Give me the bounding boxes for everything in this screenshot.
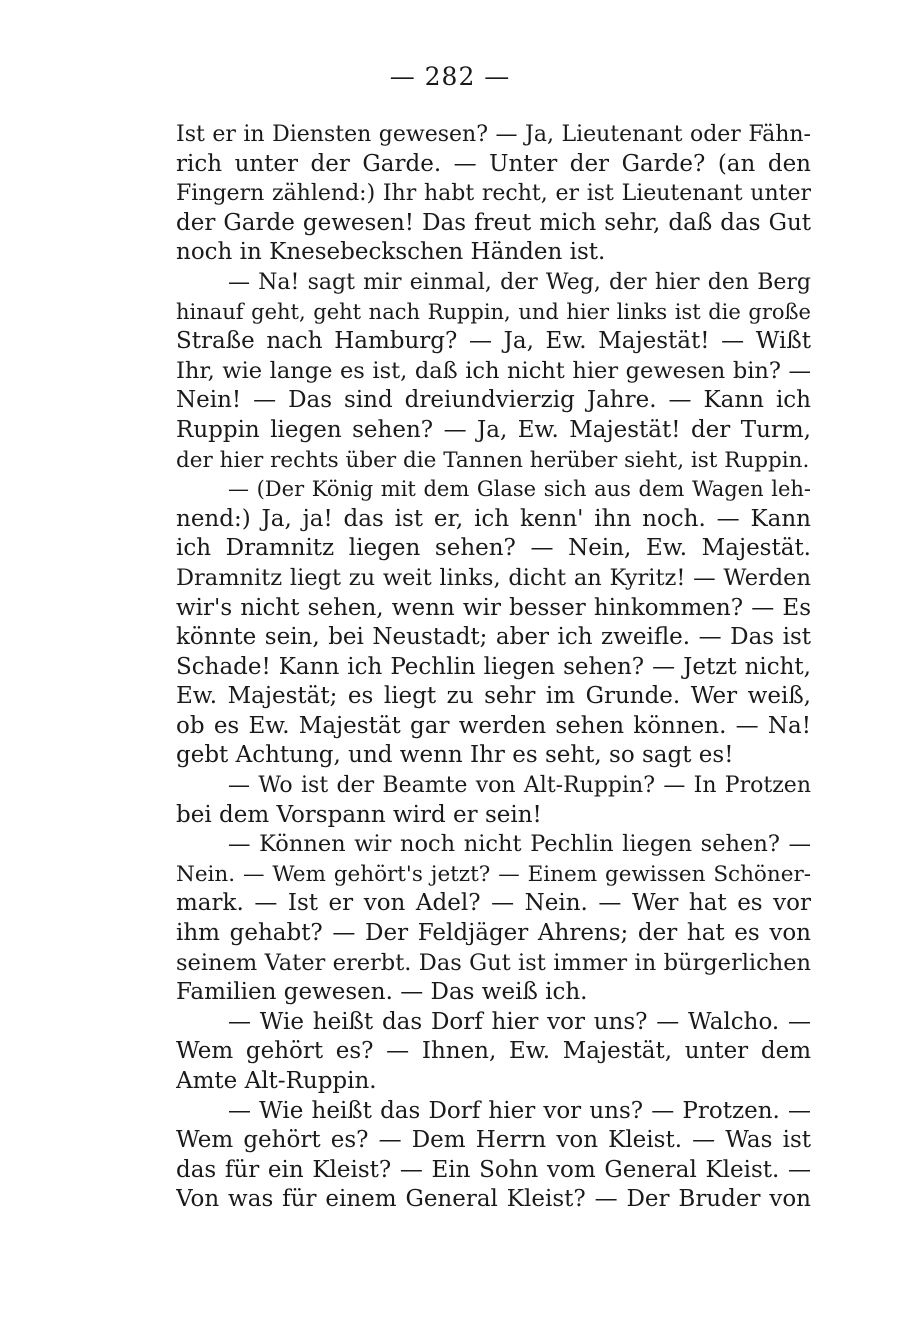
text-line: — Wie heißt das Dorf hier vor uns? — Protzen. —	[228, 1097, 811, 1124]
text-line: — (Der König mit dem Glase sich aus dem Wagen leh-	[228, 477, 811, 502]
text-line: mark. — Ist er von Adel? — Nein. — Wer hat es vor	[176, 890, 811, 917]
page-number: — 282 —	[389, 62, 511, 91]
text-line: Wem gehört es? — Ihnen, Ew. Majestät, unter dem	[176, 1038, 811, 1065]
text-line: Ihr, wie lange es ist, daß ich nicht hier gewesen bin? —	[176, 357, 811, 384]
text-line: Schade! Kann ich Pechlin liegen sehen? — Jetzt nicht,	[176, 653, 811, 680]
text-line: Familien gewesen. — Das weiß ich.	[176, 979, 588, 1006]
text-line: Ist er in Diensten gewesen? — Ja, Lieutenant oder Fähn-	[176, 122, 811, 147]
text-line: — Na! sagt mir einmal, der Weg, der hier den Berg	[228, 269, 811, 295]
body-text	[176, 120, 811, 1215]
text-line: hinauf geht, geht nach Ruppin, und hier links ist die große	[176, 299, 811, 324]
text-line: rich unter der Garde. — Unter der Garde? (an den	[176, 150, 811, 177]
text-line: gebt Achtung, und wenn Ihr es seht, so sagt es!	[176, 742, 734, 769]
text-line: bei dem Vorspann wird er sein!	[176, 801, 542, 828]
text-line: — Können wir noch nicht Pechlin liegen sehen? —	[228, 831, 811, 858]
text-line: könnte sein, bei Neustadt; aber ich zweifle. — Das ist	[176, 624, 811, 651]
text-line: Wem gehört es? — Dem Herrn von Kleist. — Was ist	[176, 1127, 811, 1154]
text-line: ich Dramnitz liegen sehen? — Nein, Ew. Majestät.	[176, 535, 811, 562]
text-line: Nein! — Das sind dreiundvierzig Jahre. — Kann ich	[176, 387, 811, 414]
text-line: der hier rechts über die Tannen herüber sieht, ist Ruppin.	[176, 447, 810, 473]
text-line: Ew. Majestät; es liegt zu sehr im Grunde. Wer weiß,	[176, 683, 811, 710]
text-line: das für ein Kleist? — Ein Sohn vom General Kleist. —	[176, 1156, 811, 1183]
text-line: wir's nicht sehen, wenn wir besser hinkommen? — Es	[176, 594, 811, 621]
text-line: Straße nach Hamburg? — Ja, Ew. Majestät! — Wißt	[176, 328, 811, 355]
text-line: Dramnitz liegt zu weit links, dicht an Kyritz! — Werden	[176, 564, 811, 591]
text-line: nend:) Ja, ja! das ist er, ich kenn' ihn noch. — Kann	[176, 505, 811, 532]
text-line: Nein. — Wem gehört's jetzt? — Einem gewissen Schöner-	[176, 861, 811, 887]
text-line: der Garde gewesen! Das freut mich sehr, daß das Gut	[176, 209, 811, 236]
text-line: ihm gehabt? — Der Feldjäger Ahrens; der hat es von	[176, 920, 811, 947]
text-line: noch in Knesebeckschen Händen ist.	[176, 239, 606, 266]
text-line: Von was für einem General Kleist? — Der Bruder von	[176, 1186, 811, 1213]
text-line: — Wo ist der Beamte von Alt-Ruppin? — In Protzen	[228, 773, 811, 799]
text-line: ob es Ew. Majestät gar werden sehen können. — Na!	[176, 712, 811, 739]
text-line: Amte Alt-Ruppin.	[176, 1068, 377, 1094]
text-line: Ruppin liegen sehen? — Ja, Ew. Majestät! der Turm,	[176, 416, 811, 443]
text-line: seinem Vater ererbt. Das Gut ist immer in bürgerlichen	[176, 949, 811, 976]
text-line: Fingern zählend:) Ihr habt recht, er ist Lieutenant unter	[176, 181, 811, 207]
text-line: — Wie heißt das Dorf hier vor uns? — Walcho. —	[228, 1008, 811, 1035]
